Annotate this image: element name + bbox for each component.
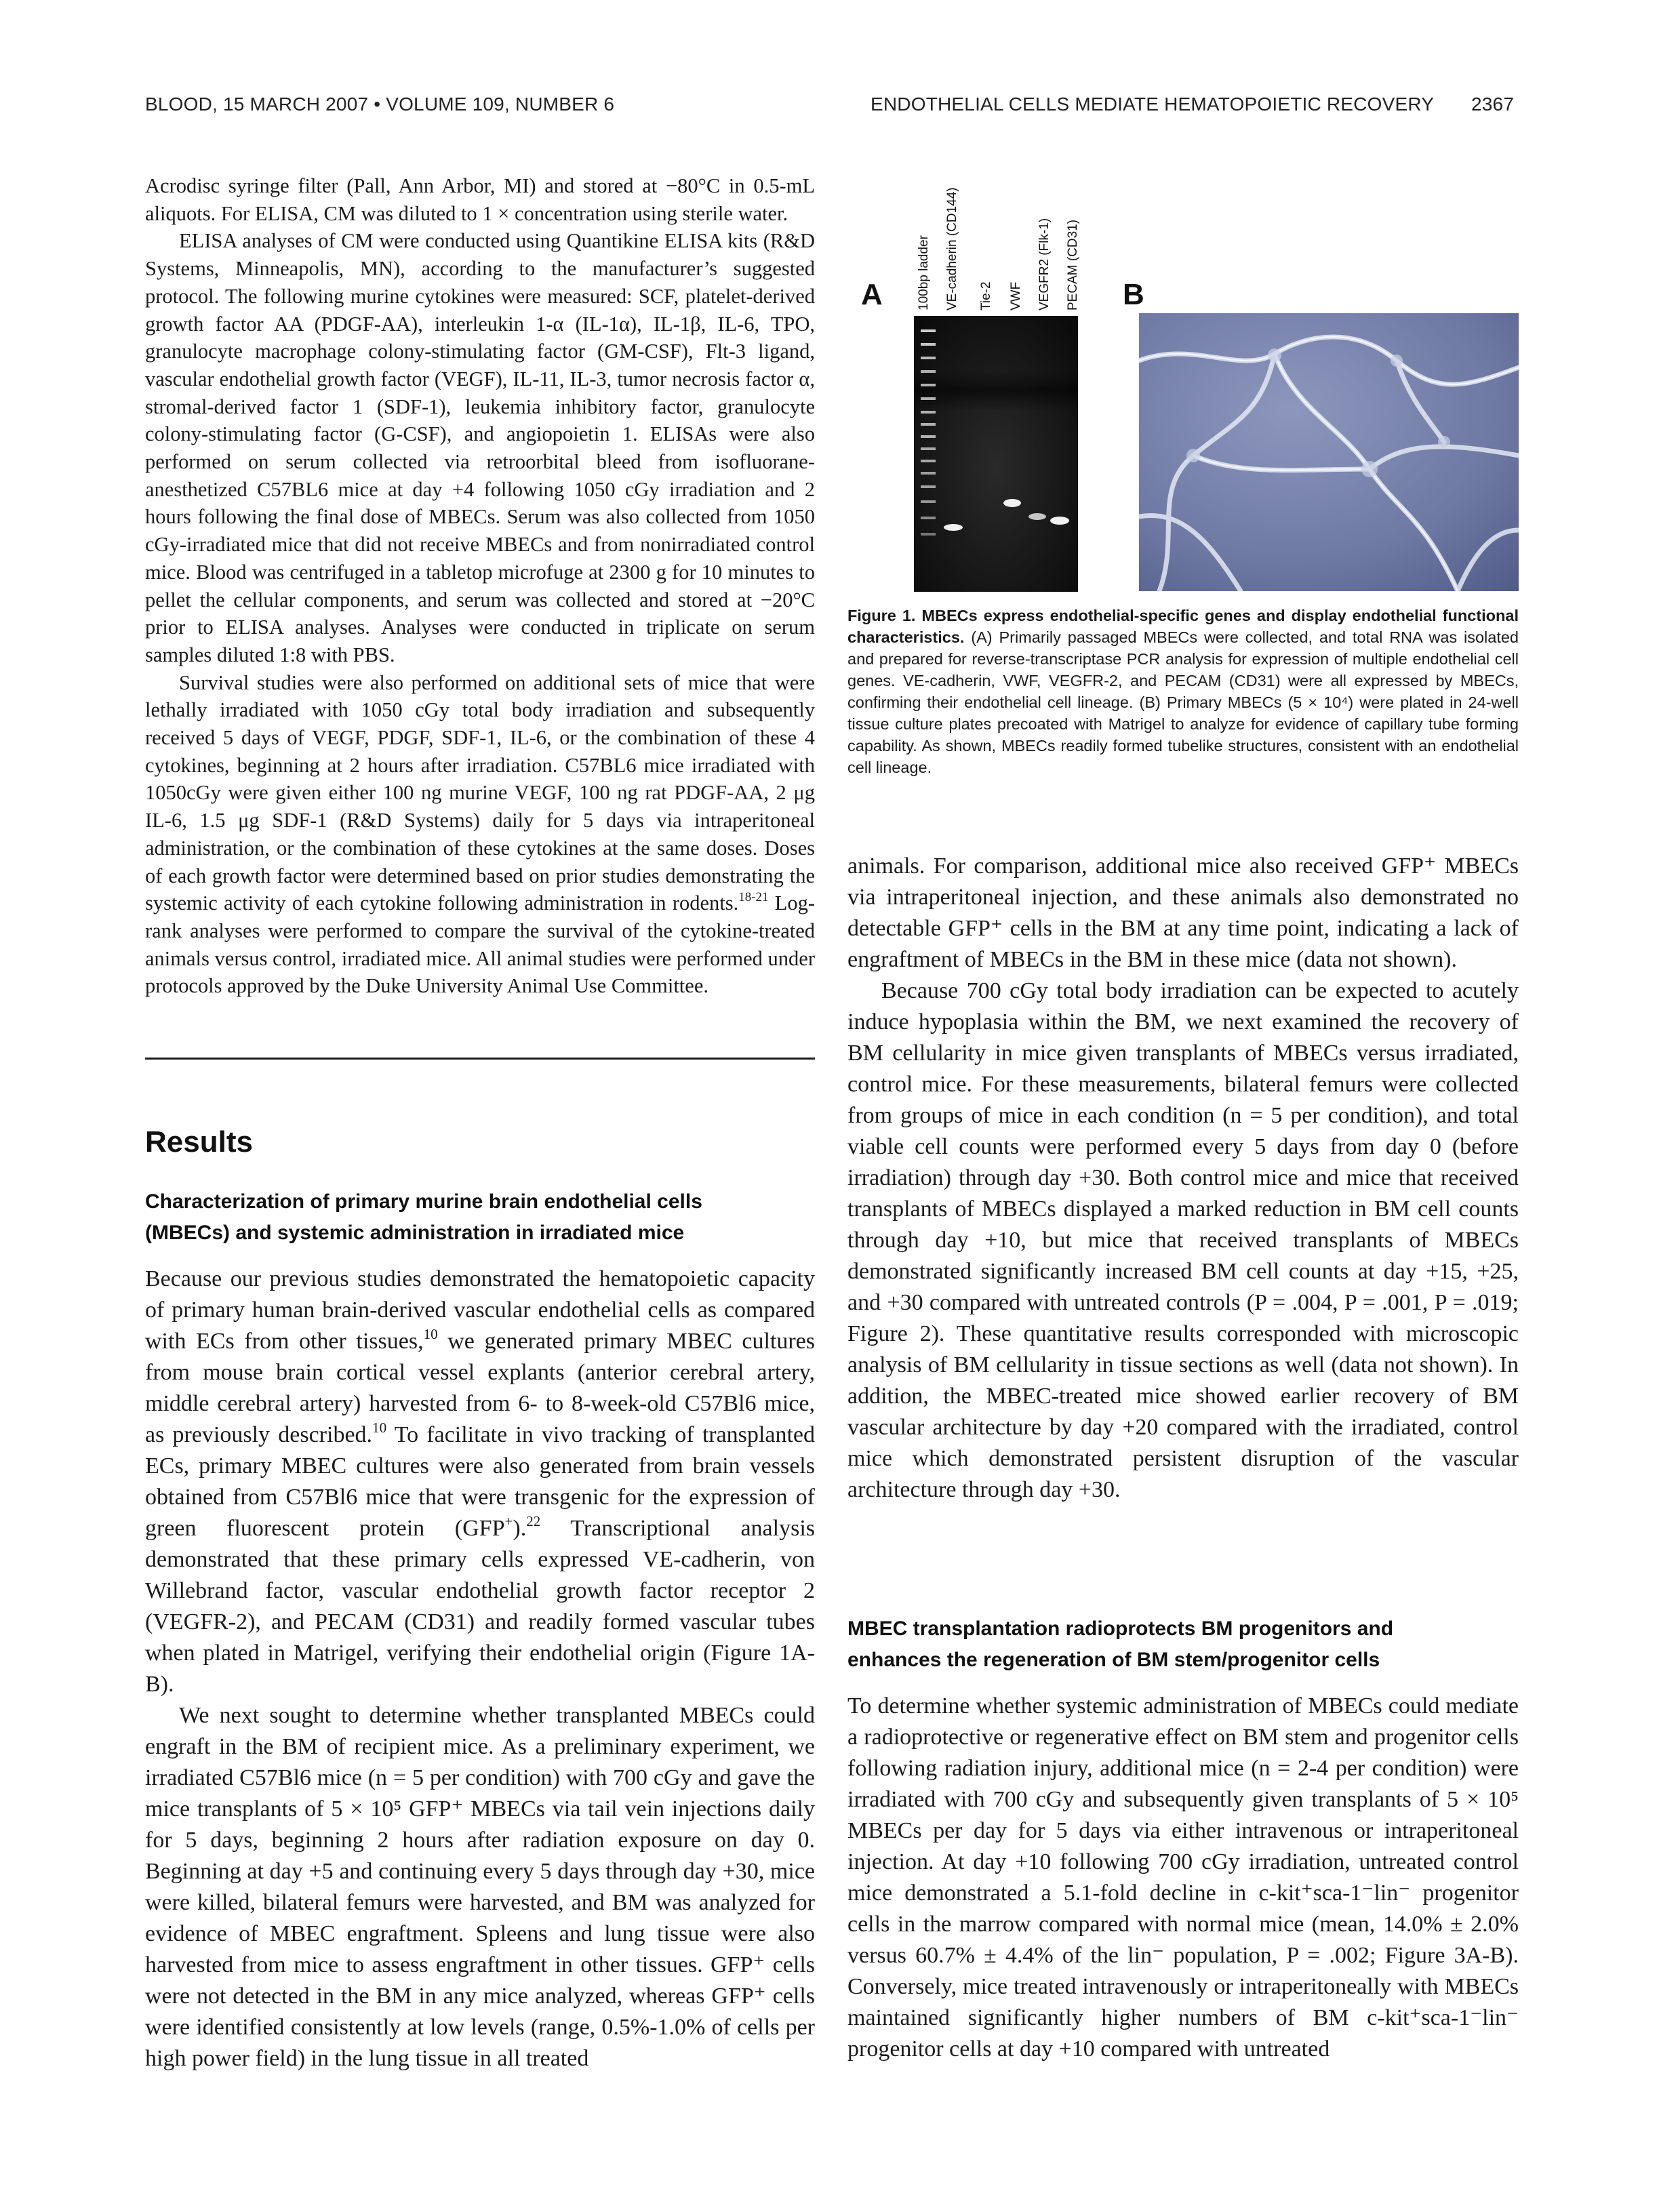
lane-label: 100bp ladder	[917, 235, 931, 310]
text-span: Because our previous studies demonstrated the hematopoietic capacity of primary human brain-derived vascular endothelial cells as compared with ECs from other tissues,	[145, 1266, 815, 1354]
methods-paragraph-3a: Survival studies were also performed on additional sets of mice that were lethally irradiated with 1050 cGy total body irradiation and subsequently received 5 days of VEGF, PDGF, SDF-1, IL-6, or the combination of these 4 cytokines, beginning at 2 hours after irradiation. C57BL6 mice irradiated with 1050cGy were given either 100 ng murine VEGF, 100 ng rat PDGF-AA, 2 μg IL-6, 1.5 μg SDF-1 (R&D Systems) daily for 5 days via intraperitoneal administration, or the combination of these cytokines at the same doses. Doses of each growth factor were determined based on prior studies demonstrating the systemic activity of each cytokine following administration in rodents.	[145, 670, 815, 915]
section-divider	[145, 1058, 815, 1060]
citation: 10	[423, 1325, 438, 1342]
results-paragraph-4: Because 700 cGy total body irradiation can be expected to acutely induce hypoplasia within the BM, we next examined the recovery of BM cellularity in mice given transplants of MBECs versus irradiated, control mice. For these measurements, bilateral femurs were collected from groups of mice in each condition (n = 5 per condition), and total viable cell counts were performed every 5 days from day 0 (before irradiation) through day +30. Both control mice and mice that received transplants of MBECs displayed a marked reduction in BM cell counts through day +10, but mice that received transplants of MBECs demonstrated significantly increased BM cell counts at day +15, +25, and +30 compared with untreated controls (P = .004, P = .001, P = .019; Figure 2). These quantitative results corresponded with microscopic analysis of BM cellularity in tissue sections as well (data not shown). In addition, the MBEC-treated mice showed earlier recovery of BM vascular architecture by day +20 compared with the irradiated, control mice which demonstrated persistent disruption of the vascular architecture through day +30.	[847, 978, 1519, 1502]
figure-panel-b-label: B	[1123, 278, 1144, 311]
results-paragraph-2: We next sought to determine whether transplanted MBECs could engraft in the BM of recipient mice. As a preliminary experiment, we irradiated C57Bl6 mice (n = 5 per condition) with 700 cGy and gave the mice transplants of 5 × 10⁵ GFP⁺ MBECs via tail vein injections daily for 5 days, beginning 2 hours after radiation exposure on day 0. Beginning at day +5 and continuing every 5 days through day +30, mice were killed, bilateral femurs were harvested, and BM was analyzed for evidence of MBEC engraftment. Spleens and lung tissue were also harvested from mice to assess engraftment in other tissues. GFP⁺ cells were not detected in the BM in any mice analyzed, whereas GFP⁺ cells were identified consistently at low levels (range, 0.5%-1.0% of cells per high power field) in the lung tissue in all treated	[145, 1703, 815, 2071]
methods-paragraph-3	[145, 669, 815, 1000]
header-title: ENDOTHELIAL CELLS MEDIATE HEMATOPOIETIC RECOVERY	[871, 94, 1435, 115]
caption-title: Figure 1. MBECs express endothelial-specific genes and display endothelial functional characteristics.	[847, 607, 1519, 646]
methods-text	[145, 172, 815, 1000]
results-text-left	[145, 1264, 815, 2074]
header-journal: BLOOD, 15 MARCH 2007 • VOLUME 109, NUMBER 6	[145, 94, 615, 115]
lane-label: VEGFR2 (Flk-1)	[1037, 218, 1052, 310]
results-heading: Results	[145, 1125, 253, 1159]
header-page-number: 2367	[1471, 94, 1515, 115]
capillary-tube-micrograph	[1139, 313, 1519, 591]
citation: 10	[372, 1419, 387, 1436]
lane-label: VWF	[1009, 281, 1023, 310]
text-span: ).	[513, 1516, 527, 1541]
citation: 18-21	[738, 890, 769, 905]
results-paragraph-1	[145, 1264, 815, 1700]
results-text-right-bottom	[847, 1691, 1519, 2065]
subheading-line: enhances the regeneration of BM stem/progenitor cells	[847, 1649, 1380, 1671]
figure-caption	[847, 605, 1519, 778]
text-span: Transcriptional analysis demonstrated that these primary cells expressed VE-cadherin, von Willebrand factor, vascular endothelial growth factor receptor 2 (VEGFR-2), and PECAM (CD31) and readily formed vascular tubes when plated in Matrigel, verifying their endothelial origin (Figure 1A-B).	[145, 1516, 815, 1697]
lane-label: Tie-2	[979, 281, 993, 310]
methods-paragraph-1: Acrodisc syringe filter (Pall, Ann Arbor, MI) and stored at −80°C in 0.5-mL aliquots. For ELISA, CM was diluted to 1 × concentration using sterile water.	[145, 174, 815, 225]
methods-paragraph-3b: Log-rank analyses were performed to compare the survival of the cytokine-treated animals versus control, irradiated mice. All animal studies were performed under protocols approved by the Duke University Animal Use Committee.	[145, 891, 815, 998]
caption-body: (A) Primarily passaged MBECs were collected, and total RNA was isolated and prepared for reverse-transcriptase PCR analysis for expression of multiple endothelial cell genes. VE-cadherin, VWF, VEGFR-2, and PECAM (CD31) were all expressed by MBECs, confirming their endothelial cell lineage. (B) Primary MBECs (5 × 10⁴) were plated in 24-well tissue culture plates precoated with Matrigel to analyze for evidence of capillary tube forming capability. As shown, MBECs readily formed tubelike structures, consistent with an endothelial cell lineage.	[847, 628, 1519, 776]
lane-label: VE-cadherin (CD144)	[945, 187, 959, 310]
text-span: we generated primary MBEC cultures from mouse brain cortical vessel explants (anterior cerebral artery, middle cerebral artery) harvested from 6- to 8-week-old C57Bl6 mice, as previously described.	[145, 1329, 815, 1447]
subheading-line: MBEC transplantation radioprotects BM progenitors and	[847, 1617, 1394, 1640]
results-paragraph-3: animals. For comparison, additional mice also received GFP⁺ MBECs via intraperitoneal injection, and these animals also demonstrated no detectable GFP⁺ cells in the BM at any time point, indicating a lack of engraftment of MBECs in the BM in these mice (data not shown).	[847, 853, 1519, 972]
figure-panel-a-label: A	[861, 278, 883, 311]
subheading-characterization	[145, 1186, 815, 1249]
superscript: +	[504, 1512, 513, 1529]
text-span: To facilitate in vivo tracking of transplanted ECs, primary MBEC cultures were also generated from brain vessels obtained from C57Bl6 mice that were transgenic for the expression of green fluorescent protein (GFP	[145, 1422, 815, 1541]
methods-paragraph-2: ELISA analyses of CM were conducted using Quantikine ELISA kits (R&D Systems, Minneapolis, MN), according to the manufacturer’s suggested protocol. The following murine cytokines were measured: SCF, platelet-derived growth factor AA (PDGF-AA), interleukin 1-α (IL-1α), IL-1β, IL-6, TPO, granulocyte macrophage colony-stimulating factor (GM-CSF), Flt-3 ligand, vascular endothelial growth factor (VEGF), IL-11, IL-3, tumor necrosis factor α, stromal-derived factor 1 (SDF-1), leukemia inhibitory factor, granulocyte colony-stimulating factor (G-CSF), and angiopoietin 1. ELISAs were also performed on serum collected via retroorbital bleed from isofluorane-anesthetized C57BL6 mice at day +4 following 1050 cGy irradiation and 2 hours following the final dose of MBECs. Serum was also collected from 1050 cGy-irradiated mice that did not receive MBECs and from nonirradiated control mice. Blood was centrifuged in a tabletop microfuge at 2300 g for 10 minutes to pellet the cellular components, and serum was collected and stored at −20°C prior to ELISA analyses. Analyses were conducted in triplicate on serum samples diluted 1:8 with PBS.	[145, 229, 815, 666]
subheading-line: (MBECs) and systemic administration in irradiated mice	[145, 1222, 685, 1244]
results-text-right	[847, 851, 1519, 1506]
results-paragraph-5: To determine whether systemic administration of MBECs could mediate a radioprotective or regenerative effect on BM stem and progenitor cells following radiation injury, additional mice (n = 2-4 per condition) were irradiated with 700 cGy and subsequently given transplants of 5 × 10⁵ MBECs per day for 5 days via either intravenous or intraperitoneal injection. At day +10 following 700 cGy irradiation, untreated control mice demonstrated a 5.1-fold decline in c-kit⁺sca-1⁻lin⁻ progenitor cells in the marrow compared with normal mice (mean, 14.0% ± 2.0% versus 60.7% ± 4.4% of the lin⁻ population, P = .002; Figure 3A-B). Conversely, mice treated intravenously or intraperitoneally with MBECs maintained significantly higher numbers of BM c-kit⁺sca-1⁻lin⁻ progenitor cells at day +10 compared with untreated	[847, 1693, 1519, 2062]
lane-label: PECAM (CD31)	[1066, 219, 1080, 310]
gel-electrophoresis-image	[914, 316, 1078, 592]
subheading-radioprotection	[847, 1613, 1519, 1676]
citation: 22	[526, 1512, 541, 1529]
subheading-line: Characterization of primary murine brain endothelial cells	[145, 1190, 702, 1213]
